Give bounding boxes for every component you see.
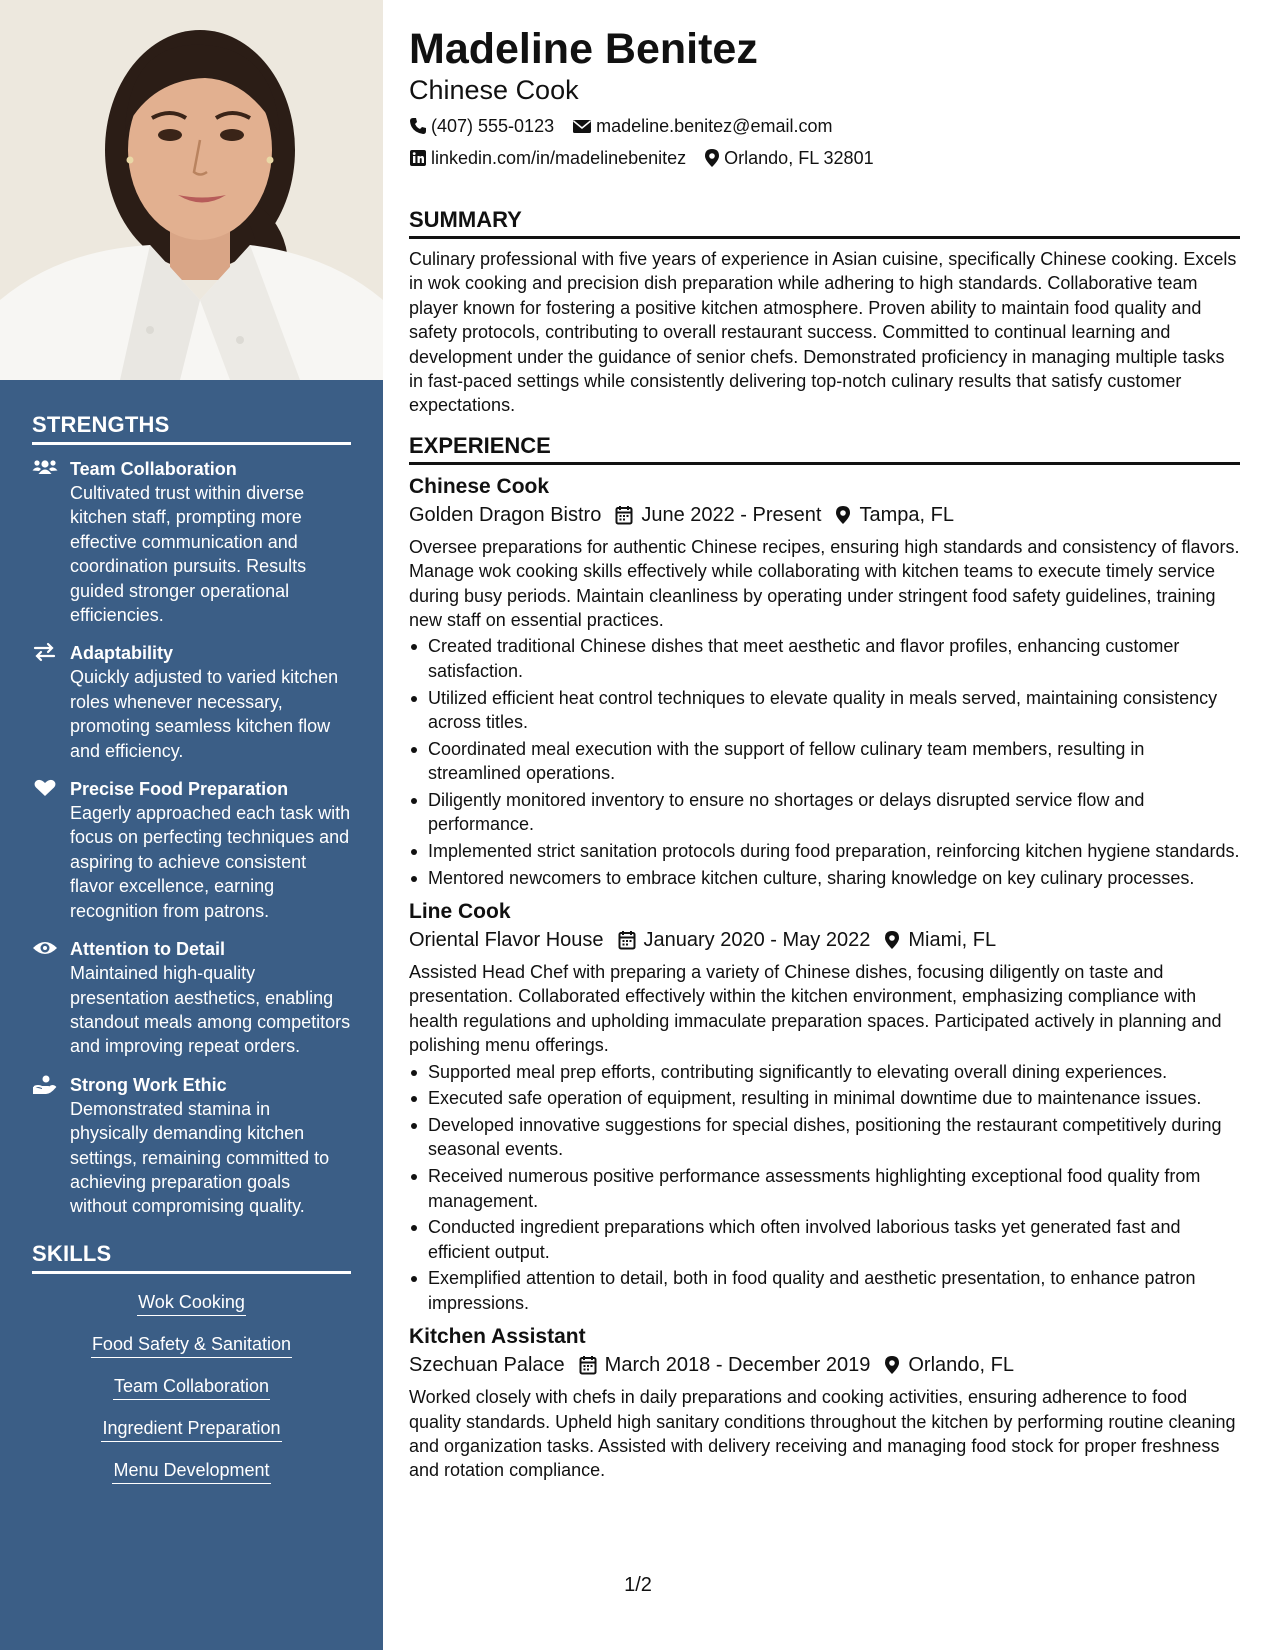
team-icon — [32, 458, 58, 478]
email-text: madeline.benitez@email.com — [596, 116, 833, 136]
list-item: Implemented strict sanitation protocols during food preparation, reinforcing kitchen hygiene standards. — [409, 839, 1240, 863]
contact-row — [409, 146, 1240, 170]
profile-photo — [0, 0, 383, 380]
strength-title: Adaptability — [70, 643, 174, 664]
strength-item — [32, 641, 351, 763]
main-content — [409, 22, 1240, 1483]
job-location — [835, 501, 953, 529]
job-company: Oriental Flavor House — [409, 929, 604, 952]
job-dates-text: June 2022 - Present — [641, 503, 822, 526]
job-location — [884, 926, 996, 954]
job-bullets — [409, 1060, 1240, 1316]
skill-item — [32, 1416, 351, 1442]
strength-title: Attention to Detail — [70, 939, 225, 960]
list-item: Executed safe operation of equipment, resulting in minimal downtime due to maintenance issues. — [409, 1086, 1240, 1110]
contact-phone — [409, 114, 554, 138]
job-meta — [409, 926, 1240, 954]
eye-icon — [32, 938, 58, 958]
map-pin-icon — [884, 930, 900, 950]
contact-email — [572, 114, 832, 138]
map-pin-icon — [704, 148, 720, 168]
job-dates-text: January 2020 - May 2022 — [643, 929, 871, 952]
strength-description: Quickly adjusted to varied kitchen roles whenever necessary, promoting seamless kitchen flow and efficiency. — [70, 667, 339, 761]
strength-description: Eagerly approached each task with focus on perfecting techniques and aspiring to achieve consistent flavor excellence, earning recognition from patrons. — [70, 803, 351, 921]
job-location-text: Tampa, FL — [859, 503, 954, 526]
skill-label: Food Safety & Sanitation — [91, 1332, 292, 1358]
job-company: Szechuan Palace — [409, 1354, 565, 1377]
list-item: Diligently monitored inventory to ensure no shortages or delays disrupted service flow and performance. — [409, 788, 1240, 837]
strength-item — [32, 457, 351, 627]
strength-description: Maintained high-quality presentation aesthetics, enabling standout meals among competitors and improving repeat orders. — [70, 963, 351, 1057]
job-title: Kitchen Assistant — [409, 1325, 586, 1349]
sidebar-content — [32, 412, 351, 1484]
skill-item — [32, 1374, 351, 1400]
map-pin-icon — [884, 1355, 900, 1375]
phone-icon — [409, 117, 427, 135]
exchange-icon — [32, 642, 58, 662]
skill-item — [32, 1458, 351, 1484]
list-item: Coordinated meal execution with the support of fellow culinary team members, resulting in streamlined operations. — [409, 737, 1240, 786]
skill-label: Ingredient Preparation — [101, 1416, 281, 1442]
job-description: Oversee preparations for authentic Chinese recipes, ensuring high standards and consistency of flavors. Manage wok cooking skills effectively while collaborating with kitchen teams to execute timely service during busy periods. Maintain cleanliness by operating under stringent food safety guidelines, training new staff on essential practices. — [409, 536, 1240, 631]
linkedin-icon — [409, 149, 427, 167]
skill-item — [32, 1332, 351, 1358]
linkedin-text: linkedin.com/in/madelinebenitez — [431, 148, 687, 168]
list-item: Created traditional Chinese dishes that meet aesthetic and flavor profiles, enhancing customer satisfaction. — [409, 634, 1240, 683]
list-item: Utilized efficient heat control techniques to elevate quality in meals served, maintaining consistency across titles. — [409, 686, 1240, 735]
job-title: Chinese Cook — [409, 474, 550, 498]
list-item: Exemplified attention to detail, both in food quality and aesthetic presentation, to enhance patron impressions. — [409, 1266, 1240, 1315]
job-entry — [409, 473, 1240, 890]
summary-section — [409, 206, 1240, 418]
portrait-illustration — [0, 0, 383, 380]
job-meta — [409, 501, 1240, 529]
skill-label: Team Collaboration — [113, 1374, 270, 1400]
job-dates — [615, 501, 821, 529]
list-item: Developed innovative suggestions for special dishes, positioning the restaurant competitively during seasonal events. — [409, 1113, 1240, 1162]
experience-heading: EXPERIENCE — [409, 432, 1240, 465]
skill-label: Menu Development — [112, 1458, 270, 1484]
strength-item — [32, 937, 351, 1059]
contact-row — [409, 114, 1240, 138]
strength-title: Precise Food Preparation — [70, 779, 289, 800]
job-description: Worked closely with chefs in daily preparations and cooking activities, ensuring adherence to food quality standards. Upheld high sanitary conditions throughout the kitchen by performing routine cleaning and organization tasks. Assisted with delivery receiving and managing food stock for proper freshness and rotation compliance. — [409, 1387, 1236, 1481]
calendar-icon — [579, 1355, 597, 1375]
job-meta — [409, 1351, 1240, 1379]
envelope-icon — [572, 118, 592, 134]
summary-heading: SUMMARY — [409, 206, 1240, 239]
experience-section — [409, 432, 1240, 1483]
job-location — [884, 1351, 1014, 1379]
job-description: Assisted Head Chef with preparing a variety of Chinese dishes, focusing diligently on taste and presentation. Collaborated effectively within the kitchen environment, emphasizing compliance with health regulations and upholding immaculate preparation spaces. Participated actively in planning and polishing menu offerings. — [409, 962, 1222, 1056]
page-number: 1/2 — [624, 1574, 652, 1596]
phone-text: (407) 555-0123 — [431, 116, 555, 136]
hand-icon — [32, 1074, 58, 1094]
summary-text: Culinary professional with five years of experience in Asian cuisine, specifically Chinese cooking. Excels in wok cooking and precision dish preparation while adhering to high standards. Collaborative team player known for fostering a positive kitchen atmosphere. Proven ability to maintain food quality and safety protocols, contributing to overall restaurant success. Committed to continual learning and development under the guidance of senior chefs. Demonstrated proficiency in managing multiple tasks in fast-paced settings while consistently delivering top-notch culinary results that satisfy customer expectations. — [409, 249, 1237, 416]
strength-description: Demonstrated stamina in physically demanding kitchen settings, remaining committed to achieving preparation goals without compromising quality. — [70, 1098, 330, 1217]
list-item: Supported meal prep efforts, contributing significantly to elevating overall dining experiences. — [409, 1060, 1240, 1084]
strength-item — [32, 1073, 351, 1219]
job-location-text: Miami, FL — [908, 929, 997, 952]
job-location-text: Orlando, FL — [908, 1354, 1014, 1377]
skill-label: Wok Cooking — [137, 1290, 246, 1316]
map-pin-icon — [835, 505, 851, 525]
candidate-title: Chinese Cook — [409, 75, 579, 105]
job-entry — [409, 1323, 1240, 1483]
strength-title: Team Collaboration — [70, 459, 237, 479]
list-item: Mentored newcomers to embrace kitchen culture, sharing knowledge on key culinary processes. — [409, 866, 1240, 890]
skill-item — [32, 1290, 351, 1316]
job-dates — [618, 926, 871, 954]
contact-linkedin — [409, 146, 686, 170]
strength-description: Cultivated trust within diverse kitchen staff, prompting more effective communication and coordination pursuits. Results guided stronger operational efficiencies. — [70, 483, 307, 626]
list-item: Received numerous positive performance assessments highlighting exceptional food quality from management. — [409, 1164, 1240, 1213]
job-entry — [409, 898, 1240, 1315]
job-bullets — [409, 634, 1240, 890]
job-company: Golden Dragon Bistro — [409, 503, 602, 526]
calendar-icon — [618, 930, 636, 950]
job-dates-text: March 2018 - December 2019 — [604, 1354, 871, 1377]
calendar-icon — [615, 505, 633, 525]
candidate-name: Madeline Benitez — [409, 25, 758, 73]
skills-heading: SKILLS — [32, 1241, 351, 1274]
sidebar — [0, 0, 383, 1650]
contact-location — [704, 146, 873, 170]
list-item: Conducted ingredient preparations which often involved laborious tasks yet generated fast and efficient output. — [409, 1215, 1240, 1264]
job-title: Line Cook — [409, 900, 511, 924]
heart-icon — [32, 778, 58, 798]
strength-title: Strong Work Ethic — [70, 1074, 227, 1095]
strength-item — [32, 777, 351, 923]
strengths-heading: STRENGTHS — [32, 412, 351, 445]
job-dates — [579, 1351, 871, 1379]
location-text: Orlando, FL 32801 — [724, 148, 874, 168]
